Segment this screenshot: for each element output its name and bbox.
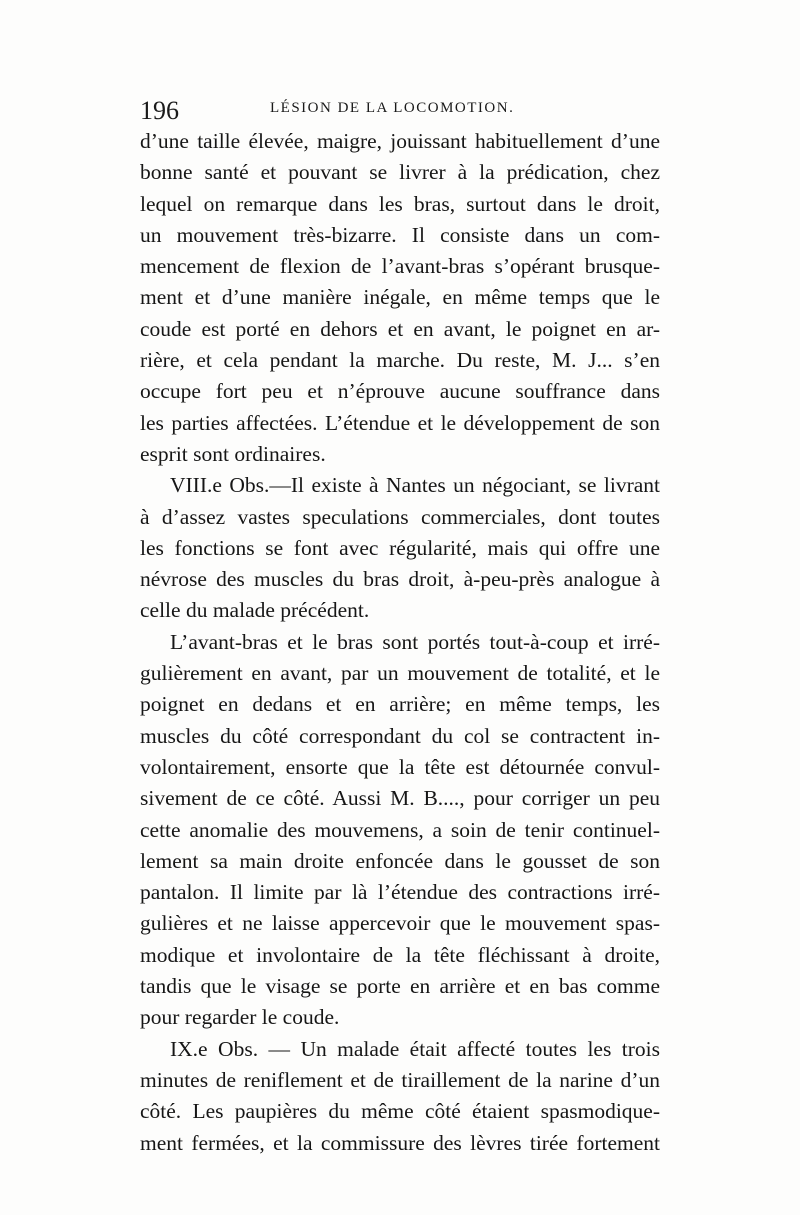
- page-header: [140, 90, 660, 130]
- body-text: [140, 126, 660, 1159]
- text-line: gulièrement en avant, par un mouvement de totalité, et le: [140, 661, 660, 686]
- text-line: pour regarder le coude.: [140, 1005, 340, 1030]
- text-line: muscles du côté correspondant du col se contractent in-: [140, 723, 660, 748]
- text-line: celle du malade précédent.: [140, 598, 370, 623]
- text-line: VIII.e Obs.—Il existe à Nantes un négociant, se livrant: [170, 473, 660, 498]
- text-line: modique et involontaire de la tête fléchissant à droite,: [140, 942, 660, 967]
- text-line: poignet en dedans et en arrière; en même temps, les: [140, 692, 660, 717]
- text-line: gulières et ne laisse appercevoir que le mouvement spas-: [140, 911, 660, 936]
- text-line: les parties affectées. L’étendue et le développement de son: [140, 410, 660, 435]
- text-line: névrose des muscles du bras droit, à-peu-près analogue à: [140, 567, 660, 592]
- text-line: ment fermées, et la commissure des lèvres tirée fortement: [140, 1130, 660, 1155]
- page-number: 196: [140, 96, 179, 125]
- text-line: esprit sont ordinaires.: [140, 441, 326, 466]
- text-line: rière, et cela pendant la marche. Du reste, M. J... s’en: [140, 348, 660, 373]
- text-line: minutes de reniflement et de tiraillement de la narine d’un: [140, 1067, 660, 1092]
- text-line: bonne santé et pouvant se livrer à la prédication, chez: [140, 160, 660, 185]
- text-line: volontairement, ensorte que la tête est détournée convul-: [140, 754, 660, 779]
- text-line: côté. Les paupières du même côté étaient spasmodique-: [140, 1099, 660, 1124]
- text-line: tandis que le visage se porte en arrière et en bas comme: [140, 974, 660, 999]
- text-line: les fonctions se font avec régularité, mais qui offre une: [140, 535, 660, 560]
- text-line: coude est porté en dehors et en avant, le poignet en ar-: [140, 316, 660, 341]
- text-line: cette anomalie des mouvemens, a soin de tenir continuel-: [140, 817, 660, 842]
- text-line: pantalon. Il limite par là l’étendue des contractions irré-: [140, 880, 660, 905]
- text-line: à d’assez vastes speculations commerciales, dont toutes: [140, 504, 660, 529]
- text-line: ment et d’une manière inégale, en même temps que le: [140, 285, 660, 310]
- text-line: IX.e Obs. — Un malade était affecté toutes les trois: [170, 1036, 660, 1061]
- text-line: lement sa main droite enfoncée dans le gousset de son: [140, 848, 660, 873]
- text-line: un mouvement très-bizarre. Il consiste dans un com-: [140, 222, 660, 247]
- text-line: sivement de ce côté. Aussi M. B...., pour corriger un peu: [140, 786, 660, 811]
- text-line: d’une taille élevée, maigre, jouissant habituellement d’une: [140, 129, 660, 153]
- running-title: LÉSION DE LA LOCOMOTION.: [270, 100, 515, 116]
- text-line: lequel on remarque dans les bras, surtout dans le droit,: [140, 191, 660, 216]
- text-line: L’avant-bras et le bras sont portés tout-à-coup et irré-: [170, 629, 660, 654]
- text-line: mencement de flexion de l’avant-bras s’opérant brusque-: [140, 254, 660, 279]
- text-line: occupe fort peu et n’éprouve aucune souffrance dans: [140, 379, 660, 404]
